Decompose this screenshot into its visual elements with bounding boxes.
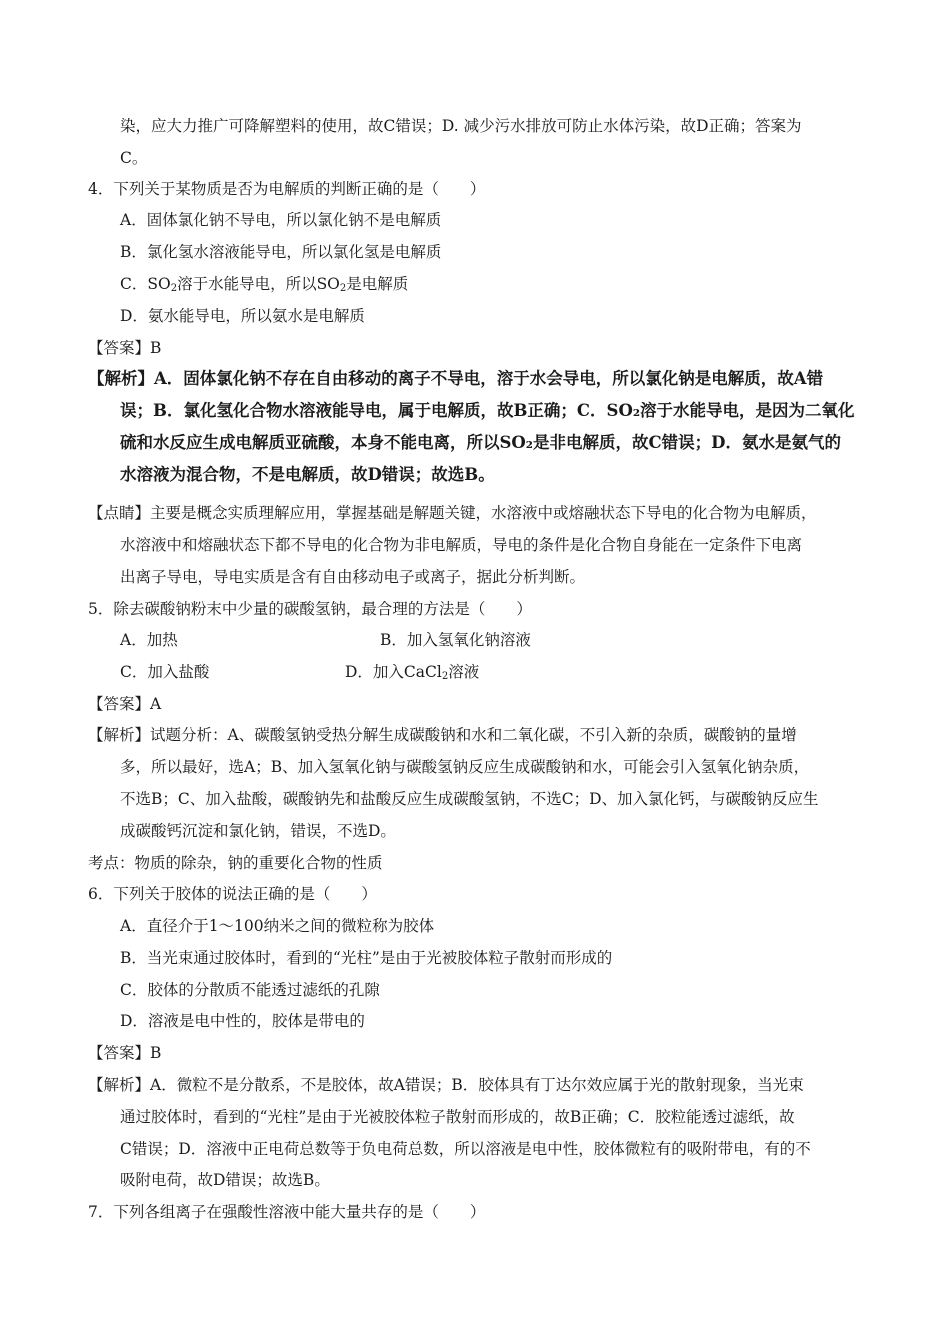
- question-4: 4．下列关于某物质是否为电解质的判断正确的是（ ）: [88, 180, 486, 198]
- option-c: C．胶体的分散质不能透过滤纸的孔隙: [120, 981, 380, 999]
- text-line: C。: [120, 149, 148, 167]
- option-b: B．加入氢氧化钠溶液: [380, 631, 531, 649]
- question-5: 5．除去碳酸钠粉末中少量的碳酸氢钠，最合理的方法是（ ）: [88, 600, 532, 618]
- analysis-line: 水溶液为混合物，不是电解质，故D错误；故选B。: [120, 465, 495, 484]
- answer-label: 【答案】B: [88, 339, 162, 357]
- text-line: 染，应大力推广可降解塑料的使用，故C错误；D. 减少污水排放可防止水体污染，故D正确；答案为: [120, 117, 802, 135]
- answer-label: 【答案】A: [88, 695, 162, 713]
- tip-line: 出离子导电，导电实质是含有自由移动电子或离子，据此分析判断。: [120, 568, 586, 586]
- option-c: C．$SO_2$溶于水能导电，所以$SO_2$是电解质: [120, 275, 409, 294]
- analysis-line: 硫和水反应生成电解质亚硫酸，本身不能电离，所以SO₂是非电解质，故C错误；D．氨水是氨气的: [120, 433, 841, 452]
- analysis-line: 不选B；C、加入盐酸，碳酸钠先和盐酸反应生成碳酸氢钠，不选C；D、加入氯化钙，与碳酸钠反应生: [120, 790, 819, 808]
- tip-line: 【点睛】主要是概念实质理解应用，掌握基础是解题关键，水溶液中或熔融状态下导电的化合物为电解质，: [88, 504, 817, 522]
- answer-label: 【答案】B: [88, 1044, 162, 1062]
- question-6: 6．下列关于胶体的说法正确的是（ ）: [88, 885, 377, 903]
- option-d: D．溶液是电中性的，胶体是带电的: [120, 1012, 365, 1030]
- option-d: D．氨水能导电，所以氨水是电解质: [120, 307, 365, 325]
- knowledge-point: 考点：物质的除杂，钠的重要化合物的性质: [88, 854, 383, 872]
- option-a: A．直径介于1～100纳米之间的微粒称为胶体: [120, 917, 435, 935]
- analysis-line: C错误；D．溶液中正电荷总数等于负电荷总数，所以溶液是电中性，胶体微粒有的吸附带电，有的不: [120, 1140, 811, 1158]
- option-b: B．氯化氢水溶液能导电，所以氯化氢是电解质: [120, 243, 442, 261]
- analysis-line: 通过胶体时，看到的“光柱”是由于光被胶体粒子散射而形成的，故B正确；C．胶粒能透过滤纸，故: [120, 1108, 795, 1126]
- analysis-line: 误；B．氯化氢化合物水溶液能导电，属于电解质，故B正确；C．SO₂溶于水能导电，是因为二氧化: [120, 401, 855, 420]
- option-c: C．加入盐酸: [120, 663, 210, 681]
- analysis-line: 【解析】A．微粒不是分散系，不是胶体，故A错误；B．胶体具有丁达尔效应属于光的散射现象，当光束: [88, 1076, 804, 1094]
- option-a: A．加热: [120, 631, 178, 649]
- analysis-line: 【解析】试题分析：A、碳酸氢钠受热分解生成碳酸钠和水和二氧化碳，不引入新的杂质，碳酸钠的量增: [88, 726, 797, 744]
- analysis-line: 【解析】A．固体氯化钠不存在自由移动的离子不导电，溶于水会导电，所以氯化钠是电解质，故A错: [88, 369, 824, 388]
- analysis-line: 成碳酸钙沉淀和氯化钠，错误，不选D。: [120, 822, 396, 840]
- question-7: 7．下列各组离子在强酸性溶液中能大量共存的是（ ）: [88, 1203, 486, 1221]
- analysis-line: 吸附电荷，故D错误；故选B。: [120, 1171, 330, 1189]
- option-d: D．加入CaCl$_2$溶液: [345, 663, 480, 682]
- tip-line: 水溶液中和熔融状态下都不导电的化合物为非电解质，导电的条件是化合物自身能在一定条件下电离: [120, 536, 803, 554]
- option-b: B．当光束通过胶体时，看到的“光柱”是由于光被胶体粒子散射而形成的: [120, 949, 613, 967]
- option-a: A．固体氯化钠不导电，所以氯化钠不是电解质: [120, 211, 442, 229]
- analysis-line: 多，所以最好，选A；B、加入氢氧化钠与碳酸氢钠反应生成碳酸钠和水，可能会引入氢氧化钠杂质，: [120, 758, 810, 776]
